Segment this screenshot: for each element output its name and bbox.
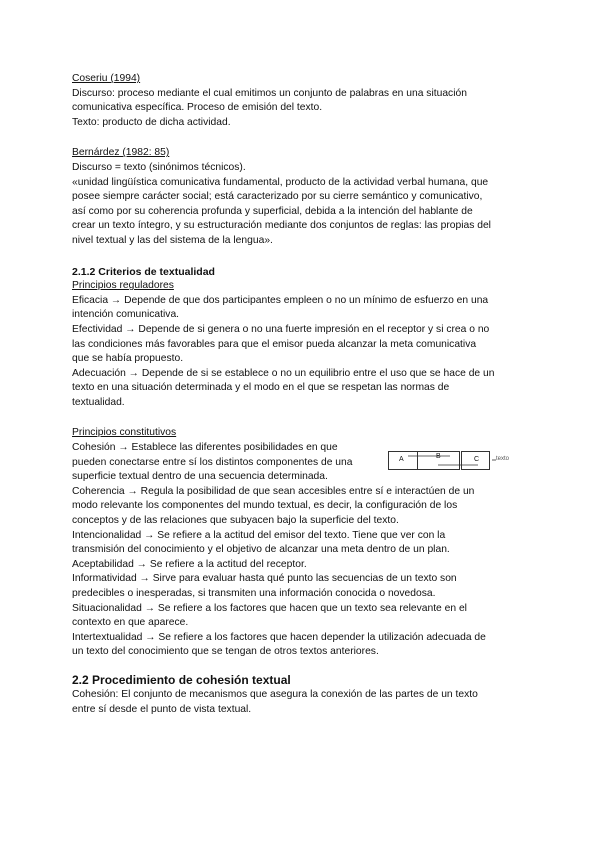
reguladores-line: intención comunicativa. <box>72 309 180 321</box>
constitutivos-line: Cohesión → Establece las diferentes posibilidades en que <box>72 442 338 454</box>
constitutivos-line: superficie textual dentro de una secuencia determinada. <box>72 471 328 483</box>
constitutivos-line: pueden conectarse entre sí los distintos componentes de una <box>72 456 353 468</box>
document-body <box>72 72 532 717</box>
diagram-label-c: C <box>474 456 480 463</box>
constitutivos-line: modo relevante los componentes del mundo textual, es decir, la configuración de los <box>72 500 458 512</box>
cohesion-diagram-lines <box>388 449 508 473</box>
bernardez-line: posee siempre carácter social; está caracterizado por su cierre semántico y comunicativo, <box>72 191 483 203</box>
bernardez-line: «unidad lingüística comunicativa fundamental, producto de la actividad verbal humana, que <box>72 176 489 188</box>
constitutivos-line: Intertextualidad → Se refiere a los factores que hacen depender la utilización adecuada de <box>72 631 486 643</box>
coseriu-reference: Coseriu (1994) <box>72 73 141 84</box>
bernardez-reference: Bernárdez (1982: 85) <box>72 147 170 159</box>
constitutivos-line: transmisión del conocimiento y el objetivo de alcanzar una meta dentro de un plan. <box>72 544 450 556</box>
reguladores-line: Efectividad → Depende de si genera o no una fuerte impresión en el receptor y si crea o no <box>72 323 490 335</box>
reguladores-line: que se había propuesto. <box>72 353 184 365</box>
constitutivos-title: Principios constitutivos <box>72 427 177 439</box>
cohesion-diagram <box>388 449 508 473</box>
constitutivos-line: predecibles o inesperadas, si transmiten una información conocida o novedosa. <box>72 588 436 599</box>
reguladores-line: textualidad. <box>72 396 125 408</box>
section-heading-2-1-2: 2.1.2 Criterios de textualidad <box>72 265 215 278</box>
diagram-arrow-label: texto <box>496 456 510 462</box>
reguladores-line: las condiciones más favorables para que el emisor pueda alcanzar la meta comunicativa <box>72 338 477 350</box>
bernardez-line: crear un texto íntegro, y su estructuración mediante dos conjuntos de reglas: las propias del <box>72 220 491 232</box>
cohesion-definition-line: Cohesión: El conjunto de mecanismos que asegura la conexión de las partes de un texto <box>72 688 478 700</box>
constitutivos-line: un texto del conocimiento que se tengan de otros textos anteriores. <box>72 646 379 658</box>
coseriu-line: Texto: producto de dicha actividad. <box>72 116 231 128</box>
cohesion-definition-line: entre sí desde el punto de vista textual. <box>72 703 252 715</box>
diagram-label-b: B <box>436 453 441 460</box>
bernardez-line: nivel textual y las del sistema de la lengua». <box>72 234 273 246</box>
bernardez-line: Discurso = texto (sinónimos técnicos). <box>72 161 246 173</box>
constitutivos-line: Informatividad → Sirve para evaluar hasta qué punto las secuencias de un texto son <box>72 573 457 585</box>
constitutivos-line: Coherencia → Regula la posibilidad de que sean accesibles entre sí e interactúen de un <box>72 485 475 497</box>
bernardez-line: así como por su coherencia profunda y superficial, debida a la intención del hablante de <box>72 205 473 217</box>
reguladores-title: Principios reguladores <box>72 280 174 292</box>
constitutivos-line: conceptos y de las relaciones que subyacen bajo la superficie del texto. <box>72 515 399 527</box>
reguladores-line: Adecuación → Depende de si se establece o no un equilibrio entre el uso que se hace de un <box>72 367 495 379</box>
coseriu-line: Discurso: proceso mediante el cual emitimos un conjunto de palabras en una situación <box>72 87 467 99</box>
constitutivos-line: Situacionalidad → Se refiere a los factores que hacen que un texto sea relevante en el <box>72 602 467 614</box>
reguladores-line: Eficacia → Depende de que dos participantes empleen o no un mínimo de esfuerzo en una <box>72 294 489 306</box>
reguladores-line: texto en una situación determinada y el modo en el que se respetan las normas de <box>72 382 450 394</box>
constitutivos-line: Aceptabilidad → Se refiere a la actitud del receptor. <box>72 558 307 570</box>
constitutivos-line: Intencionalidad → Se refiere a la actitud del emisor del texto. Tiene que ver con la <box>72 529 446 541</box>
constitutivos-line: contexto en que aparece. <box>72 617 189 629</box>
diagram-label-a: A <box>399 456 404 463</box>
section-heading-2-2: 2.2 Procedimiento de cohesión textual <box>72 672 291 687</box>
coseriu-line: comunicativa específica. Proceso de emisión del texto. <box>72 102 323 114</box>
